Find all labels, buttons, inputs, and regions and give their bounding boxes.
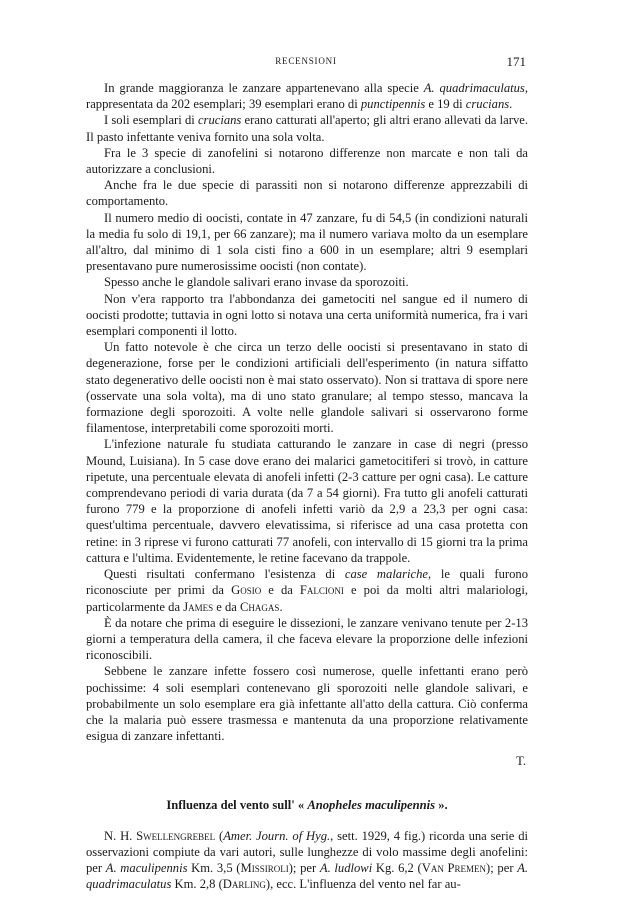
author-name: Swellengrebel — [136, 828, 216, 843]
paragraph — [86, 112, 528, 144]
paragraph — [86, 291, 528, 340]
italic-text: case malariche — [344, 567, 428, 582]
text-run: . — [279, 599, 283, 614]
text-run: e da — [261, 583, 300, 598]
paragraph — [86, 210, 528, 275]
text-run: I soli esemplari di — [104, 113, 198, 128]
italic-text: A. ludlowi — [319, 861, 373, 876]
author-name: Falcioni — [299, 583, 344, 598]
text-run: Km. 3,5 ( — [187, 861, 241, 876]
review-paragraphs — [86, 80, 528, 744]
page-header — [86, 54, 526, 70]
text-run: ( — [215, 828, 224, 843]
italic-text: A. quadrimaculatus — [86, 861, 529, 892]
author-name: Van Premen — [421, 861, 487, 876]
paragraph — [86, 274, 528, 290]
paragraph — [86, 177, 528, 209]
italic-text: Anopheles maculipennis — [307, 797, 436, 812]
text-run: Km. 2,8 ( — [171, 877, 223, 892]
author-name: Missiroli — [240, 861, 289, 876]
running-head: RECENSIONI — [275, 56, 337, 66]
text-run: ); per — [288, 861, 320, 876]
text-run: L'infezione naturale fu studiata catturando le zanzare in case di negri (presso Mound, Luisiana). In 5 case dove erano dei malarici gametocitiferi si trovò, in catture ripetute, una percentuale elevata di anofeli infetti (2-3 catture per ogni casa). Le catture comprendevano periodi di varia durata (da 7 a 54 giorni). Fra tutto gli anofeli catturati furono 779 e la proporzione di anofeli infetti variò da 2,9 a 23,3 per ogni casa: quest'ultima percentuale, davvero elevatissima, si riferisce ad una casa protetta con retine: in 3 riprese vi furono catturati 77 anofeli, con intervallo di 15 giorni tra la prima cattura e l'ultima. Evidentemente, le retine facevano da trappole. — [86, 437, 528, 565]
paragraph — [86, 436, 528, 566]
text-run: Influenza del vento sull' « — [166, 797, 308, 812]
text-run: Fra le 3 specie di zanofelini si notarono differenze non marcate e non tali da autorizzare a conclusioni. — [86, 145, 528, 177]
paragraph — [86, 80, 528, 112]
text-run: , le quali furono riconosciute per primi da — [86, 567, 529, 598]
italic-text: crucians — [197, 113, 242, 128]
text-run: Sebbene le zanzare infette fossero così numerose, quelle infettanti erano però pochissime: 4 soli esemplari contenevano gli sporozoiti nelle glandole salivari, e probabilmente un solo esemplare era già infettante all'atto della cattura. Ciò conferma che la malaria può essere trasmessa e mantenuta da una proporzione relativamente esigua di zanzare infettanti. — [86, 664, 528, 744]
italic-text: crucians — [465, 97, 510, 112]
text-run: ), ecc. L'influenza del vento nel far au- — [265, 877, 461, 892]
paragraph — [86, 145, 528, 177]
paragraph — [86, 663, 528, 744]
text-run: Spesso anche le glandole salivari erano invase da sporozoiti. — [104, 275, 409, 290]
paragraph — [86, 615, 528, 664]
text-run: ». — [435, 797, 448, 812]
text-run: Anche fra le due specie di parassiti non si notarono differenze apprezzabili di comportamento. — [86, 178, 528, 209]
text-run: N. H. — [104, 828, 137, 843]
paragraph — [86, 566, 528, 615]
text-run: ); per — [486, 861, 518, 876]
section-first-paragraph — [86, 828, 528, 893]
text-run: e da — [213, 599, 241, 614]
text-run: , rappresentata da 202 esemplari; 39 esemplari erano di — [86, 81, 528, 112]
italic-text: punctipennis — [360, 97, 426, 112]
text-run: È da notare che prima di eseguire le dissezioni, le zanzare venivano tenute per 2-13 giorni a temperatura della camera, il che faceva elevare la proporzione delle infezioni riconoscibili. — [86, 615, 528, 663]
text-run: e 19 di — [425, 97, 466, 112]
text-run: erano catturati all'aperto; gli altri erano allevati da larve. Il pasto infettante veniva fornito una sola volta. — [86, 113, 528, 144]
author-name: Darling — [222, 877, 266, 892]
author-name: Chagas — [240, 599, 280, 614]
text-run: Un fatto notevole è che circa un terzo delle oocisti si presentavano in stato di degenerazione, forse per le condizioni artificiali dell'esperimento (in natura siffatto stato degenerativo delle oocisti non è mai stato osservato). Non si trattava di spore nere (osservate una sola volta), ma di uno stato granulare; al tempo stesso, mancava la formazione degli sporozoiti. A volte nelle glandole salivari si osservarono forme filamentose, interpretabili come sporozoiti morti. — [86, 340, 528, 436]
italic-text: A. quadrimaculatus — [423, 81, 525, 95]
italic-text: A. maculipennis — [105, 861, 188, 876]
text-run: Il numero medio di oocisti, contate in 47 zanzare, fu di 54,5 (in condizioni naturali la media fu solo di 19,1, per 66 zanzare); ma il numero variava molto da un esemplare all'altro, dal minimo di 1 sola cisti fino a 600 in un esemplare; altri 9 esemplari presentavano pure numerosissime oocisti (non contate). — [86, 210, 528, 274]
text-run: Questi risultati confermano l'esistenza di — [104, 567, 345, 582]
section-heading — [86, 797, 528, 813]
author-name: James — [183, 599, 214, 614]
author-name: Gosio — [231, 583, 262, 598]
text-run: , sett. 1929, 4 fig.) ricorda una serie di osservazioni compiute da vari autori, sulle lunghezze di volo massime degli anofelini: per — [86, 828, 528, 876]
page-number: 171 — [506, 54, 526, 69]
text-run: In grande maggioranza le zanzare appartenevano alla specie — [104, 81, 424, 95]
text-run: . — [509, 97, 513, 112]
body-text — [86, 80, 528, 893]
text-run: Non v'era rapporto tra l'abbondanza dei gametociti nel sangue ed il numero di oocisti prodotte; tuttavia in ogni lotto si notava una certa uniformità numerica, fra i vari esemplari componenti il lotto. — [86, 291, 528, 339]
paragraph — [86, 339, 528, 436]
author-signature: T. — [516, 754, 526, 769]
text-run: e poi da molti altri malariologi, particolarmente da — [86, 583, 528, 614]
text-run: Kg. 6,2 ( — [372, 861, 422, 876]
italic-text: Amer. Journ. of Hyg. — [223, 828, 331, 843]
